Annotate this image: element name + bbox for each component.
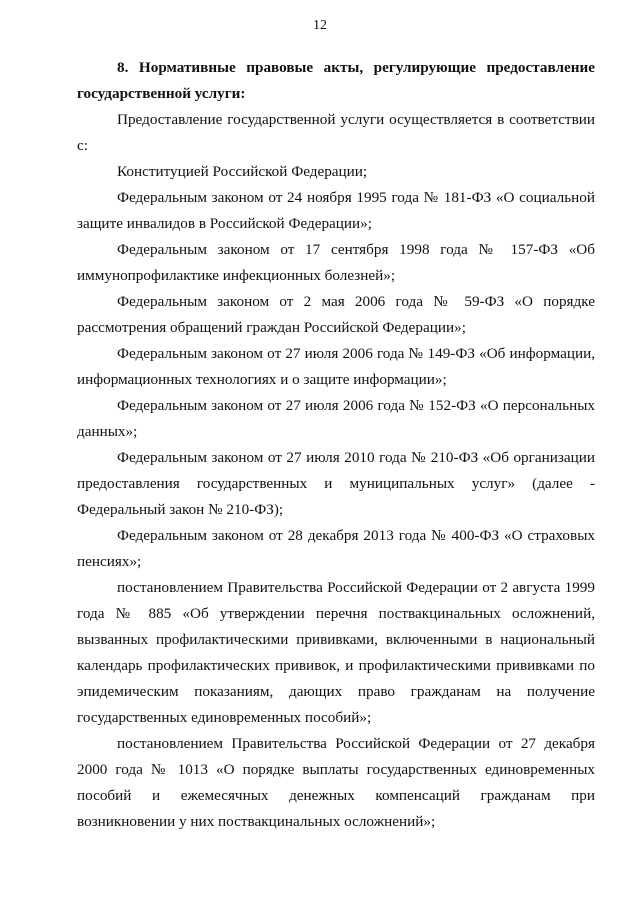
document-body (77, 55, 595, 835)
list-item-law-59: Федеральным законом от 2 мая 2006 года № 59-ФЗ «О порядке рассмотрения обращений граждан Российской Федерации»; (77, 293, 595, 336)
section-number: 8. (117, 59, 129, 76)
list-item-law-181: Федеральным законом от 24 ноября 1995 года № 181-ФЗ «О социальной защите инвалидов в Российской Федерации»; (77, 189, 595, 232)
list-item-law-157: Федеральным законом от 17 сентября 1998 года № 157-ФЗ «Об иммунопрофилактике инфекционных болезней»; (77, 241, 595, 284)
list-item-law-210: Федеральным законом от 27 июля 2010 года № 210-ФЗ «Об организации предоставления государственных и муниципальных услуг» (далее - Федеральный закон № 210-ФЗ); (77, 449, 595, 518)
page-number: 12 (313, 18, 327, 33)
list-item-law-152: Федеральным законом от 27 июля 2006 года № 152-ФЗ «О персональных данных»; (77, 397, 595, 440)
section-heading (77, 55, 595, 107)
list-item-decree-885: постановлением Правительства Российской Федерации от 2 августа 1999 года № 885 «Об утверждении перечня поствакцинальных осложнений, вызванных профилактическими прививками, включенными в национальный календарь профилактических прививок, и профилактическими прививками по эпидемическим показаниям, дающих право гражданам на получение государственных единовременных пособий»; (77, 579, 595, 726)
list-item-law-149: Федеральным законом от 27 июля 2006 года № 149-ФЗ «Об информации, информационных технологиях и о защите информации»; (77, 345, 595, 388)
paragraph-intro: Предоставление государственной услуги осуществляется в соответствии с: (77, 111, 595, 154)
list-item-law-400: Федеральным законом от 28 декабря 2013 года № 400-ФЗ «О страховых пенсиях»; (77, 527, 595, 570)
section-title: Нормативные правовые акты, регулирующие предоставление государственной услуги: (77, 59, 595, 102)
list-item-constitution: Конституцией Российской Федерации; (117, 163, 368, 180)
list-item-decree-1013: постановлением Правительства Российской Федерации от 27 декабря 2000 года № 1013 «О порядке выплаты государственных единовременных пособий и ежемесячных денежных компенсаций гражданам при возникновении у них поствакцинальных осложнений»; (77, 735, 595, 830)
